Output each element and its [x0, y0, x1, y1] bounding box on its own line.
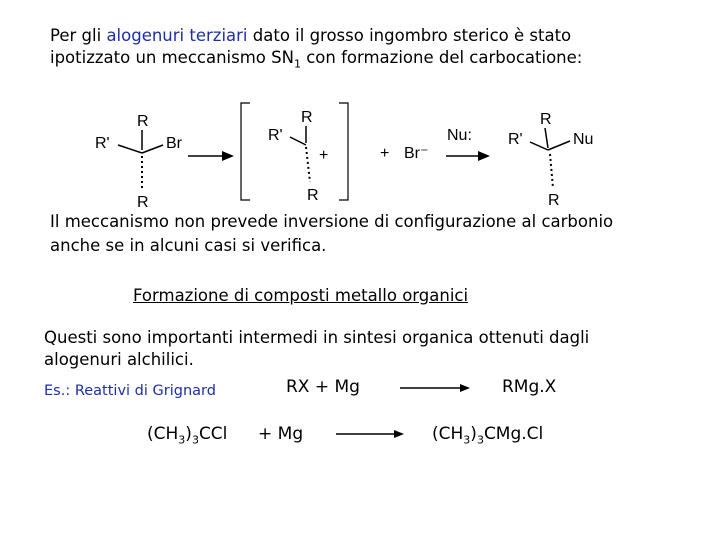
- intermediates-line-1: Questi sono importanti intermedi in sintesi organica ottenuti dagli: [44, 328, 590, 347]
- reaction-arrow-2: [446, 151, 490, 161]
- mechanism-note-line-2: anche se in alcuni casi si verifica.: [50, 236, 327, 255]
- grignard-label: Es.: Reattivi di Grignard: [44, 383, 216, 399]
- cation-plus-charge: +: [319, 147, 329, 164]
- reactant-molecule: [95, 113, 183, 211]
- reactant-br: Br: [166, 135, 182, 152]
- grignard-arrow-1: [400, 384, 470, 392]
- cation-r-bottom: R: [307, 187, 319, 204]
- reaction-arrow-1: [188, 151, 234, 161]
- product-molecule: [508, 111, 593, 209]
- reactant-r-top: R: [137, 113, 149, 130]
- section-heading: Formazione di composti metallo organici: [133, 286, 469, 305]
- product-r-top: R: [540, 111, 552, 128]
- grignard-arrow-2: [336, 430, 404, 438]
- grignard-reactants: RX + Mg: [286, 377, 360, 397]
- mechanism-note-line-1: Il meccanismo non prevede inversione di configurazione al carbonio: [50, 212, 614, 231]
- cation-r-top: R: [301, 109, 313, 126]
- left-bracket: [241, 103, 250, 200]
- intermediates-paragraph: [44, 327, 589, 371]
- mechanism-note: [50, 210, 613, 258]
- intro-line-1: Per gli alogenuri terziari dato il grosso ingombro sterico è stato: [50, 26, 572, 45]
- tert-butyl-chloride: $(CH_3)_3CCl$: [147, 424, 228, 447]
- right-bracket: [339, 103, 348, 200]
- intermediates-line-2: alogenuri alchilici.: [44, 350, 194, 369]
- grignard-product: RMg.X: [502, 377, 557, 397]
- carbocation: [268, 109, 328, 204]
- highlight-alogenuri-terziari: alogenuri terziari: [106, 26, 248, 45]
- plus-sign: +: [380, 145, 390, 162]
- intro-line-2: ipotizzato un meccanismo $SN_1$ con formazione del carbocatione:: [50, 48, 583, 71]
- nucleophile: Nu:: [447, 127, 472, 144]
- tert-butyl-grignard: $(CH_3)_3CMg.Cl$: [432, 424, 544, 447]
- product-nu: Nu: [573, 131, 594, 148]
- product-r-prime: R': [508, 131, 523, 148]
- bromide-ion: Br⁻: [404, 145, 429, 162]
- product-r-bottom: R: [548, 192, 560, 209]
- cation-r-prime: R': [268, 127, 283, 144]
- plus-magnesium: + Mg: [258, 424, 304, 444]
- reactant-r-bottom: R: [137, 194, 149, 211]
- reactant-r-prime: R': [95, 135, 110, 152]
